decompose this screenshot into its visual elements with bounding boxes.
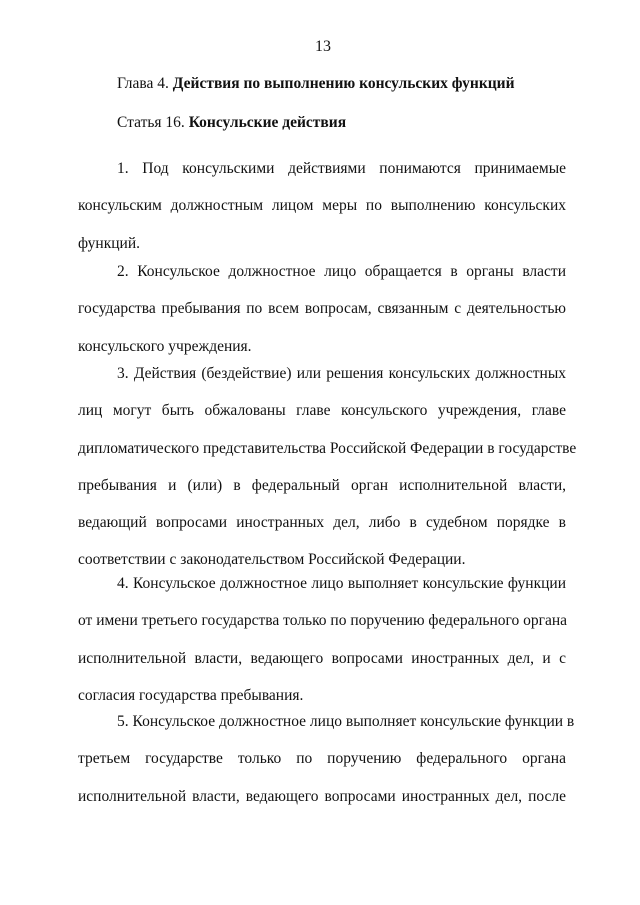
paragraph-line: функций. — [78, 234, 140, 252]
paragraph-line: исполнительной власти, ведающего вопросами иностранных дел, после — [78, 787, 566, 805]
paragraph-line: консульского учреждения. — [78, 337, 252, 355]
chapter-label: Глава 4. — [117, 75, 169, 92]
article-label: Статья 16. — [117, 114, 185, 131]
paragraph-line: 2. Консульское должностное лицо обращается в органы власти — [117, 263, 566, 280]
paragraph-line: соответствии с законодательством Российской Федерации. — [78, 551, 466, 569]
paragraph-4 — [78, 565, 566, 714]
paragraph-1 — [78, 150, 566, 262]
paragraph-line: 5. Консульское должностное лицо выполняет консульские функции в — [117, 713, 575, 730]
paragraph-line: дипломатического представительства Российской Федерации в государстве — [78, 439, 577, 457]
paragraph-3 — [78, 355, 577, 579]
article-heading — [117, 114, 346, 132]
paragraph-5 — [78, 703, 575, 815]
paragraph-line: 4. Консульское должностное лицо выполняет консульские функции — [117, 575, 566, 592]
paragraph-line: исполнительной власти, ведающего вопросами иностранных дел, и с — [78, 649, 566, 667]
paragraph-line: 1. Под консульскими действиями понимаются принимаемые — [117, 160, 566, 177]
paragraph-line: согласия государства пребывания. — [78, 686, 304, 704]
article-title: Консульские действия — [188, 114, 347, 131]
paragraph-line: государства пребывания по всем вопросам, связанным с деятельностью — [78, 300, 566, 318]
chapter-heading — [117, 75, 515, 93]
paragraph-line: от имени третьего государства только по поручению федерального органа — [78, 612, 568, 630]
paragraph-line: 3. Действия (бездействие) или решения консульских должностных — [117, 365, 566, 382]
paragraph-line: консульским должностным лицом меры по выполнению консульских — [78, 197, 566, 215]
page-number: 13 — [315, 38, 331, 55]
paragraph-line: третьем государстве только по поручению федерального органа — [78, 750, 566, 768]
paragraph-2 — [78, 253, 566, 365]
chapter-title: Действия по выполнению консульских функций — [172, 75, 515, 92]
paragraph-line: пребывания и (или) в федеральный орган исполнительной власти, — [78, 476, 566, 494]
paragraph-line: ведающий вопросами иностранных дел, либо в судебном порядке в — [78, 514, 566, 532]
paragraph-line: лиц могут быть обжалованы главе консульского учреждения, главе — [78, 402, 566, 420]
